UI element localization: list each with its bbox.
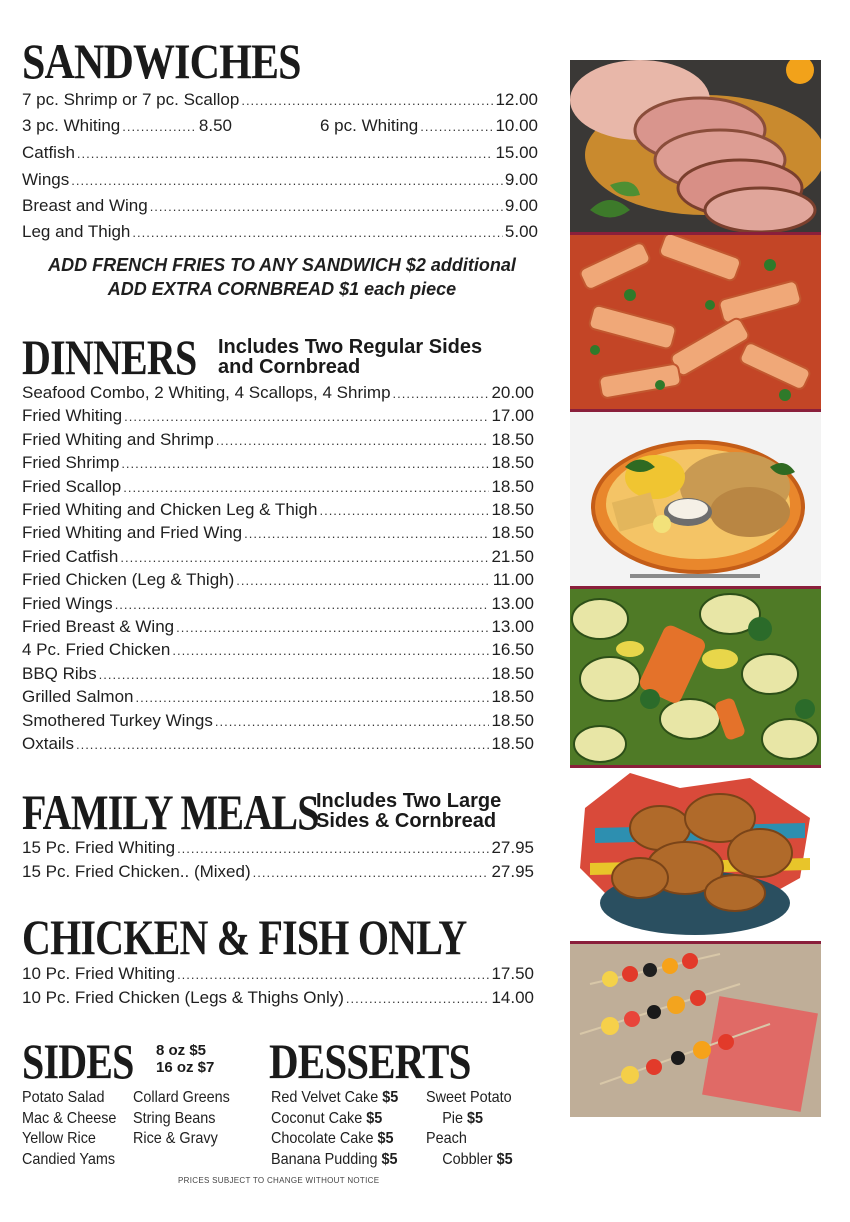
dessert-price: $5 — [382, 1089, 399, 1106]
desserts-column-2 — [426, 1088, 513, 1170]
dessert-item — [271, 1150, 398, 1171]
leader-dots — [120, 550, 489, 565]
sliced-ham-illustration — [570, 60, 821, 232]
dessert-price: $5 — [496, 1150, 513, 1168]
grilled-vegetables-photo — [570, 589, 821, 765]
sandwiches-list — [22, 90, 538, 250]
menu-item — [22, 170, 538, 190]
dessert-price: $5 — [366, 1109, 383, 1127]
leader-dots — [319, 503, 489, 518]
sliced-ham-photo — [570, 60, 821, 232]
dessert-name: Red Velvet Cake — [271, 1089, 379, 1106]
menu-item-whiting-large — [320, 116, 538, 136]
fries-note: ADD FRENCH FRIES TO ANY SANDWICH $2 additional — [48, 255, 516, 275]
dessert-name: Cobbler — [442, 1150, 493, 1168]
menu-item — [22, 406, 534, 426]
item-price: 15.00 — [495, 143, 538, 162]
side-item: Collard Greens — [133, 1089, 230, 1106]
dessert-item — [271, 1129, 398, 1150]
leader-dots — [123, 480, 489, 495]
item-name: BBQ Ribs — [22, 663, 97, 683]
fried-chicken-basket-photo — [570, 768, 821, 941]
item-name: Catfish — [22, 143, 75, 162]
item-name: Fried Whiting and Fried Wing — [22, 523, 243, 543]
desserts-column-1 — [271, 1088, 398, 1170]
item-price: 18.50 — [491, 687, 534, 707]
menu-item — [22, 687, 534, 707]
menu-item — [22, 640, 534, 660]
item-price: 18.50 — [491, 663, 534, 683]
leader-dots — [236, 573, 490, 588]
menu-item — [22, 430, 534, 450]
item-price: 20.00 — [491, 383, 534, 402]
item-name: 15 Pc. Fried Chicken.. (Mixed) — [22, 861, 251, 881]
fruit-kabobs-photo — [570, 944, 821, 1117]
item-price: 10.00 — [495, 116, 538, 135]
grilled-vegetables-illustration — [570, 589, 821, 765]
item-price: 11.00 — [492, 570, 534, 590]
item-name: Breast and Wing — [22, 196, 148, 215]
family-meals-heading: FAMILY MEALS — [22, 784, 319, 840]
dessert-name: Chocolate Cake — [271, 1130, 374, 1147]
item-name: Fried Shrimp — [22, 453, 120, 473]
leader-dots — [244, 526, 489, 541]
cornbread-note: ADD EXTRA CORNBREAD $1 each piece — [107, 279, 457, 299]
item-name: Leg and Thigh — [22, 222, 131, 241]
dessert-peach-line1: Peach — [426, 1130, 467, 1147]
chicken-fish-heading: CHICKEN & FISH ONLY — [22, 909, 467, 965]
menu-item — [22, 477, 534, 497]
side-item: Yellow Rice — [22, 1130, 96, 1147]
item-price: 18.50 — [491, 734, 534, 753]
fruit-kabobs-illustration — [570, 944, 821, 1117]
item-price: 8.50 — [198, 116, 232, 135]
item-price: 18.50 — [491, 500, 534, 519]
dessert-name: Pie — [442, 1109, 464, 1127]
dinners-list — [22, 383, 534, 763]
item-price: 27.95 — [491, 838, 534, 857]
dessert-item — [271, 1109, 398, 1130]
item-name: 4 Pc. Fried Chicken — [22, 640, 171, 660]
leader-dots — [215, 714, 490, 729]
leader-dots — [241, 93, 493, 108]
item-price: 18.50 — [491, 429, 534, 449]
leader-dots — [122, 119, 197, 134]
item-name: Fried Scallop — [22, 476, 122, 496]
item-name: Fried Catfish — [22, 546, 119, 566]
menu-item — [22, 196, 538, 216]
item-name: Fried Chicken (Leg & Thigh) — [22, 570, 235, 590]
leader-dots — [121, 456, 489, 471]
item-name: 10 Pc. Fried Whiting — [22, 964, 176, 983]
item-name: Oxtails — [22, 734, 74, 753]
side-item: Mac & Cheese — [22, 1109, 117, 1127]
menu-item — [22, 664, 534, 684]
item-name: 6 pc. Whiting — [320, 116, 419, 135]
item-name: Fried Wings — [22, 593, 113, 613]
leader-dots — [216, 433, 490, 448]
family-meals-subtitle — [316, 791, 501, 831]
item-name: 10 Pc. Fried Chicken (Legs & Thighs Only) — [22, 988, 344, 1007]
menu-item — [22, 90, 538, 110]
fried-chicken-basket-illustration — [570, 768, 821, 941]
menu-item — [22, 383, 534, 403]
sides-sizes — [156, 1042, 214, 1076]
leader-dots — [253, 865, 490, 880]
size-small: 8 oz $5 — [156, 1042, 207, 1059]
menu-item — [22, 862, 534, 882]
item-price: 18.50 — [491, 710, 534, 730]
leader-dots — [150, 199, 503, 214]
penne-pasta-illustration — [570, 235, 821, 409]
desserts-heading: DESSERTS — [269, 1033, 471, 1089]
chicken-fish-list — [22, 964, 534, 1014]
dessert-item — [271, 1088, 398, 1109]
leader-dots — [76, 737, 489, 752]
dessert-sweet-potato-line2 — [426, 1109, 513, 1130]
menu-item — [22, 453, 534, 473]
item-name: Grilled Salmon — [22, 687, 134, 707]
item-price: 18.50 — [491, 523, 534, 543]
item-price: 13.00 — [491, 617, 534, 636]
side-item: Potato Salad — [22, 1089, 105, 1106]
dessert-sweet-potato-line1: Sweet Potato — [426, 1089, 512, 1106]
sides-heading: SIDES — [22, 1033, 134, 1089]
family-meals-list — [22, 838, 534, 888]
menu-item-whiting-small — [22, 116, 232, 136]
item-price: 9.00 — [504, 170, 538, 189]
menu-item — [22, 570, 534, 590]
dessert-price: $5 — [467, 1109, 484, 1127]
side-item: String Beans — [133, 1109, 216, 1127]
item-name: 15 Pc. Fried Whiting — [22, 838, 176, 857]
item-price: 18.50 — [491, 476, 534, 496]
size-large: 16 oz $7 — [156, 1059, 215, 1076]
dessert-price: $5 — [377, 1130, 394, 1147]
leader-dots — [77, 146, 494, 161]
item-price: 27.95 — [491, 861, 534, 881]
menu-item — [22, 143, 538, 163]
fried-fish-platter-illustration — [570, 412, 821, 586]
menu-item — [22, 222, 538, 242]
dessert-price: $5 — [381, 1150, 398, 1168]
dessert-name: Coconut Cake — [271, 1109, 363, 1127]
leader-dots — [71, 173, 503, 188]
side-item: Rice & Gravy — [133, 1130, 218, 1147]
leader-dots — [172, 643, 489, 658]
dinners-heading: DINNERS — [22, 329, 197, 385]
dinners-subtitle — [218, 337, 482, 377]
leader-dots — [136, 690, 490, 705]
sandwiches-heading: SANDWICHES — [22, 33, 301, 89]
item-name: Fried Whiting and Chicken Leg & Thigh — [22, 500, 318, 519]
leader-dots — [393, 386, 490, 401]
fried-fish-platter-photo — [570, 412, 821, 586]
item-price: 9.00 — [504, 196, 538, 215]
sides-column-1 — [22, 1088, 116, 1170]
subtitle-line: and Cornbread — [218, 356, 361, 378]
item-price: 5.00 — [504, 222, 538, 241]
item-name: Seafood Combo, 2 Whiting, 4 Scallops, 4 Shrimp — [22, 383, 391, 402]
item-price: 21.50 — [491, 546, 534, 566]
leader-dots — [99, 667, 490, 682]
leader-dots — [176, 620, 489, 635]
item-price: 14.00 — [491, 988, 534, 1007]
item-name: 3 pc. Whiting — [22, 116, 121, 135]
menu-item — [22, 988, 534, 1008]
leader-dots — [346, 991, 490, 1006]
menu-item — [22, 734, 534, 754]
sides-column-2 — [133, 1088, 230, 1150]
menu-item — [22, 500, 534, 520]
menu-item — [22, 547, 534, 567]
prices-disclaimer: PRICES SUBJECT TO CHANGE WITHOUT NOTICE — [178, 1176, 380, 1185]
side-item: Candied Yams — [22, 1150, 116, 1168]
menu-item — [22, 838, 534, 858]
menu-item — [22, 594, 534, 614]
item-name: Fried Whiting and Shrimp — [22, 429, 214, 449]
item-name: Wings — [22, 170, 70, 189]
dessert-peach-line2 — [426, 1150, 513, 1171]
menu-item — [22, 617, 534, 637]
item-price: 17.50 — [491, 964, 534, 983]
item-name: Fried Whiting — [22, 406, 123, 426]
subtitle-line: Includes Two Regular Sides — [218, 336, 483, 358]
item-price: 17.00 — [491, 406, 534, 426]
item-price: 18.50 — [491, 453, 534, 473]
leader-dots — [115, 597, 490, 612]
menu-item — [22, 964, 534, 984]
item-name: Smothered Turkey Wings — [22, 710, 213, 730]
item-price: 12.00 — [495, 90, 538, 109]
leader-dots — [177, 841, 489, 856]
leader-dots — [420, 119, 493, 134]
menu-item — [22, 523, 534, 543]
subtitle-line: Includes Two Large — [316, 790, 502, 812]
leader-dots — [177, 967, 489, 982]
menu-item — [22, 711, 534, 731]
item-price: 13.00 — [491, 593, 534, 613]
subtitle-line: Sides & Cornbread — [316, 810, 497, 832]
item-name: Fried Breast & Wing — [22, 617, 175, 636]
leader-dots — [132, 225, 503, 240]
dessert-name: Banana Pudding — [271, 1150, 378, 1168]
item-price: 16.50 — [491, 640, 534, 660]
item-name: 7 pc. Shrimp or 7 pc. Scallop — [22, 90, 240, 109]
leader-dots — [124, 409, 489, 424]
penne-pasta-photo — [570, 235, 821, 409]
